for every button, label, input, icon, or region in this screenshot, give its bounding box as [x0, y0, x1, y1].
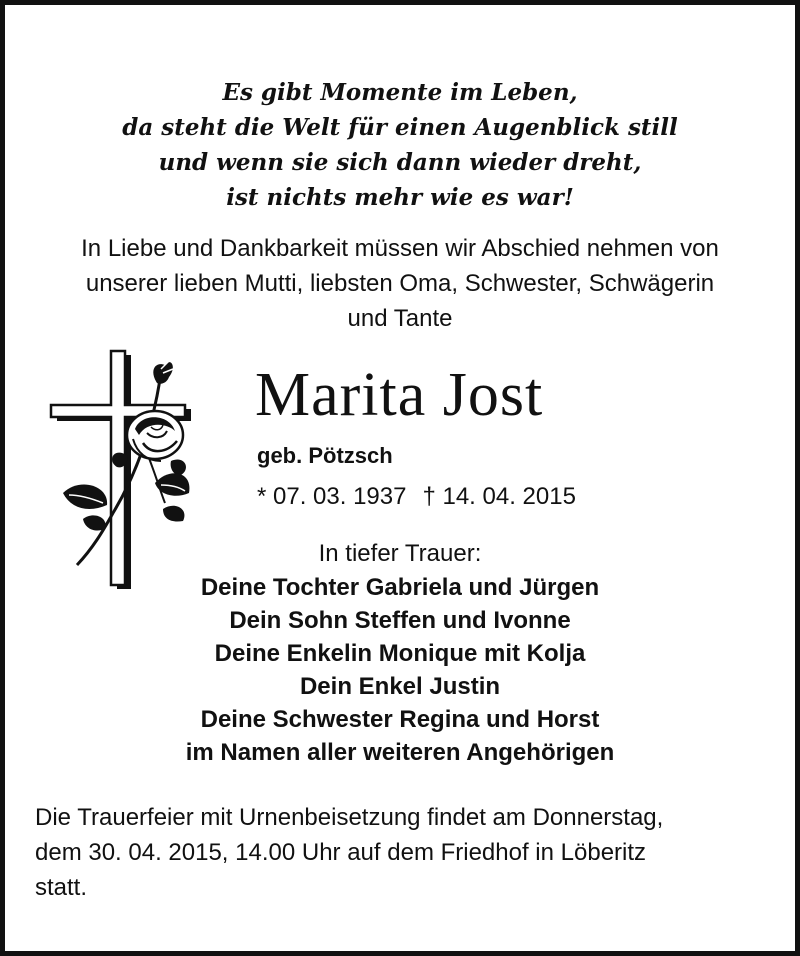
maiden-name: geb. Pötzsch [257, 443, 393, 468]
mourner-line: Deine Tochter Gabriela und Jürgen [200, 574, 600, 601]
death-date: † 14. 04. 2015 [422, 483, 576, 510]
service-line: Die Trauerfeier mit Urnenbeisetzung findet am Donnerstag, [35, 804, 664, 831]
mourner-line: Dein Enkel Justin [299, 673, 501, 700]
intro-line: In Liebe und Dankbarkeit müssen wir Abschied nehmen von [81, 235, 719, 262]
mourner-line: Deine Enkelin Monique mit Kolja [214, 640, 586, 667]
deceased-name: Marita Jost [255, 361, 544, 429]
service-line: statt. [35, 874, 88, 901]
intro-line: und Tante [347, 305, 453, 332]
mourner-line: im Namen aller weiteren Angehörigen [185, 739, 615, 766]
poem-line: und wenn sie sich dann wieder dreht, [158, 149, 642, 176]
intro-text [5, 231, 795, 336]
poem-verse [5, 75, 795, 215]
funeral-service-info [35, 800, 765, 905]
life-dates [257, 482, 576, 512]
mourners-heading: In tiefer Trauer: [318, 540, 482, 567]
service-line: dem 30. 04. 2015, 14.00 Uhr auf dem Friedhof in Löberitz [35, 839, 647, 866]
poem-line: da steht die Welt für einen Augenblick still [122, 114, 678, 141]
mourner-line: Deine Schwester Regina und Horst [200, 706, 600, 733]
mourner-line: Dein Sohn Steffen und Ivonne [229, 607, 571, 634]
poem-line: Es gibt Momente im Leben, [222, 79, 578, 106]
intro-line: unserer lieben Mutti, liebsten Oma, Schwester, Schwägerin [85, 270, 715, 297]
birth-date: * 07. 03. 1937 [257, 483, 407, 510]
poem-line: ist nichts mehr wie es war! [226, 184, 574, 211]
mourners-list [5, 571, 795, 769]
